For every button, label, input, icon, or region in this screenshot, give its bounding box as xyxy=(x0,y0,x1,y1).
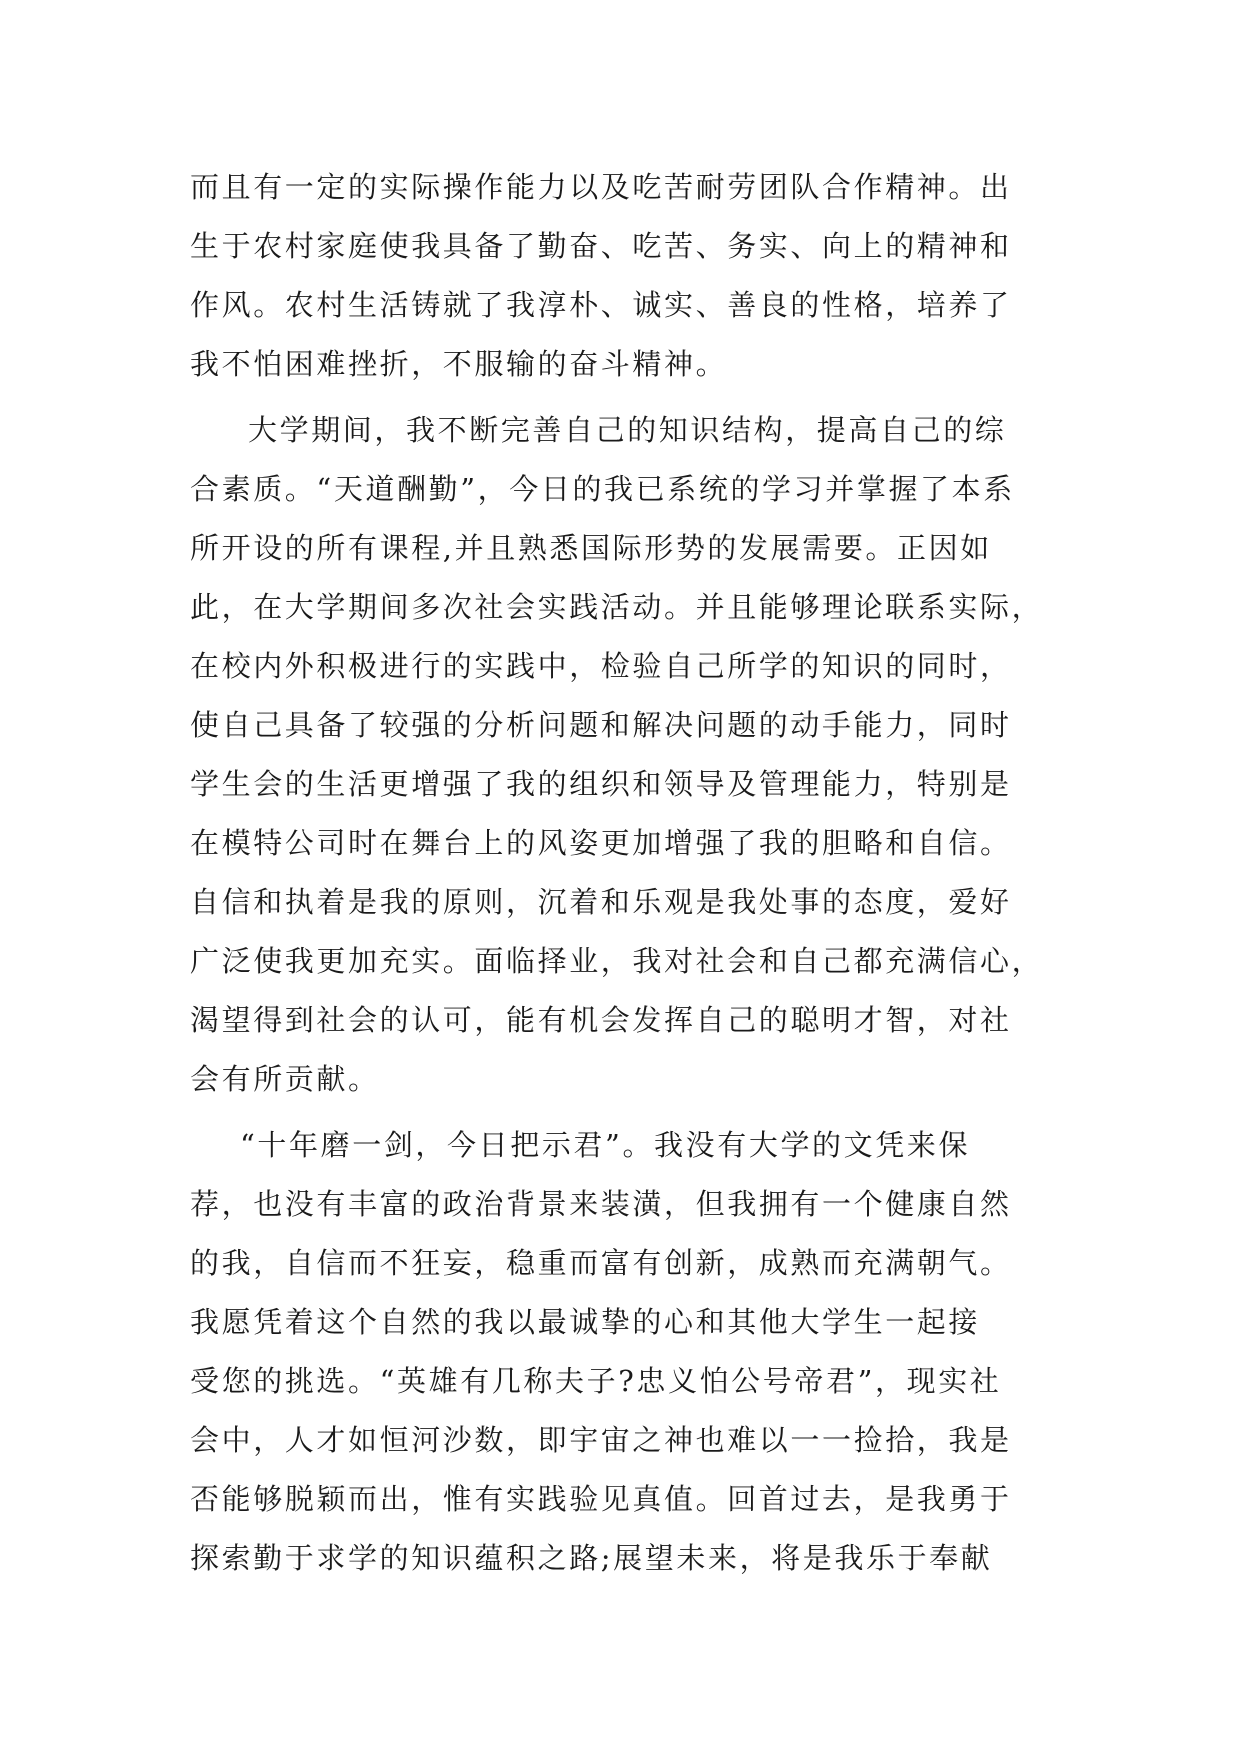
paragraph-2-line-6: 使自己具备了较强的分析问题和解决问题的动手能力，同时 xyxy=(190,708,1012,742)
paragraph-2-line-1: 大学期间，我不断完善自己的知识结构，提高自己的综 xyxy=(248,413,1007,447)
paragraph-3-line-6: 会中，人才如恒河沙数，即宇宙之神也难以一一捡拾，我是 xyxy=(190,1423,1012,1457)
paragraph-2-line-11: 渴望得到社会的认可，能有机会发挥自己的聪明才智，对社 xyxy=(190,1003,1012,1037)
paragraph-2-line-5: 在校内外积极进行的实践中，检验自己所学的知识的同时， xyxy=(190,649,1012,683)
body-text xyxy=(190,158,1060,1588)
paragraph-3-line-1: “十年磨一剑，今日把示君”。我没有大学的文凭来保 xyxy=(240,1128,971,1162)
paragraph-1-line-1: 而且有一定的实际操作能力以及吃苦耐劳团队合作精神。出 xyxy=(190,170,1012,204)
paragraph-1-line-4: 我不怕困难挫折，不服输的奋斗精神。 xyxy=(190,347,728,381)
paragraph-spacer xyxy=(190,394,1060,401)
paragraph-2-line-10: 广泛使我更加充实。面临择业，我对社会和自己都充满信心， xyxy=(190,944,1044,978)
paragraph-1-line-3: 作风。农村生活铸就了我淳朴、诚实、善良的性格，培养了 xyxy=(190,288,1012,322)
paragraph-1-line-2: 生于农村家庭使我具备了勤奋、吃苦、务实、向上的精神和 xyxy=(190,229,1012,263)
paragraph-2-line-7: 学生会的生活更增强了我的组织和领导及管理能力，特别是 xyxy=(190,767,1012,801)
paragraph-3-line-7: 否能够脱颖而出，惟有实践验见真值。回首过去，是我勇于 xyxy=(190,1482,1012,1516)
paragraph-2-line-8: 在模特公司时在舞台上的风姿更加增强了我的胆略和自信。 xyxy=(190,826,1012,860)
paragraph-3-line-3: 的我，自信而不狂妄，稳重而富有创新，成熟而充满朝气。 xyxy=(190,1246,1012,1280)
paragraph-2-line-3: 所开设的所有课程,并且熟悉国际形势的发展需要。正因如 xyxy=(190,531,992,565)
paragraph-3-line-8: 探索勤于求学的知识蕴积之路;展望未来，将是我乐于奉献 xyxy=(190,1541,993,1575)
paragraph-3-line-5: 受您的挑选。“英雄有几称夫子?忠义怕公号帝君”，现实社 xyxy=(190,1364,1002,1398)
paragraph-2-line-12: 会有所贡献。 xyxy=(190,1062,380,1096)
paragraph-2-line-2: 合素质。“天道酬勤”，今日的我已系统的学习并掌握了本系 xyxy=(190,472,1015,506)
paragraph-2-line-9: 自信和执着是我的原则，沉着和乐观是我处事的态度，爱好 xyxy=(190,885,1012,919)
paragraph-2-line-4: 此，在大学期间多次社会实践活动。并且能够理论联系实际， xyxy=(190,590,1044,624)
paragraph-3-line-2: 荐，也没有丰富的政治背景来装潢，但我拥有一个健康自然 xyxy=(190,1187,1012,1221)
paragraph-spacer xyxy=(190,1109,1060,1116)
paragraph-3-line-4: 我愿凭着这个自然的我以最诚挚的心和其他大学生一起接 xyxy=(190,1305,981,1339)
